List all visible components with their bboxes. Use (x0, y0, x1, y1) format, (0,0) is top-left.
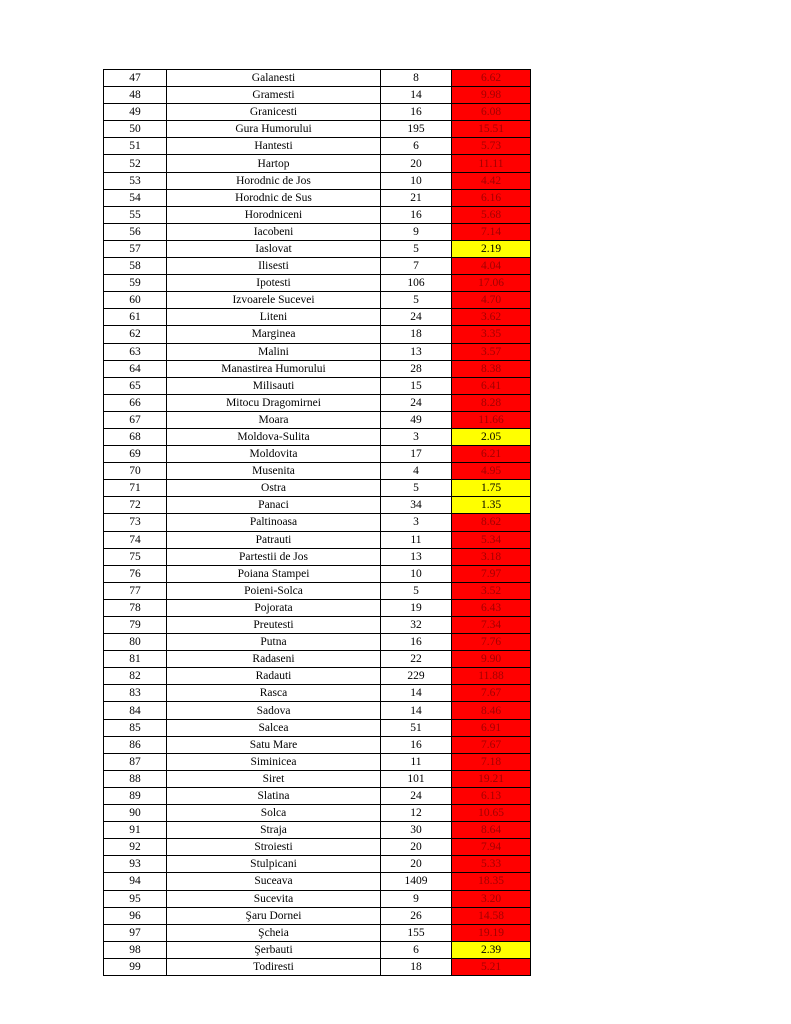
incidence-rate-cell: 8.28 (452, 394, 531, 411)
incidence-rate-cell: 8.46 (452, 702, 531, 719)
table-row (104, 514, 531, 531)
table-row (104, 206, 531, 223)
locality-name-cell: Gramesti (167, 87, 381, 104)
incidence-rate-cell: 7.34 (452, 617, 531, 634)
case-count-cell: 5 (381, 292, 452, 309)
table-row (104, 497, 531, 514)
case-count-cell: 3 (381, 514, 452, 531)
locality-name-cell: Mitocu Dragomirnei (167, 394, 381, 411)
locality-name-cell: Manastirea Humorului (167, 360, 381, 377)
row-number-cell: 68 (104, 428, 167, 445)
case-count-cell: 49 (381, 411, 452, 428)
incidence-rate-cell: 7.76 (452, 634, 531, 651)
table-row (104, 958, 531, 975)
locality-name-cell: Ipotesti (167, 275, 381, 292)
row-number-cell: 88 (104, 770, 167, 787)
incidence-rate-cell: 11.11 (452, 155, 531, 172)
case-count-cell: 11 (381, 531, 452, 548)
row-number-cell: 53 (104, 172, 167, 189)
row-number-cell: 49 (104, 104, 167, 121)
table-row (104, 87, 531, 104)
incidence-rate-cell: 8.62 (452, 514, 531, 531)
locality-name-cell: Galanesti (167, 70, 381, 87)
table-row (104, 617, 531, 634)
row-number-cell: 98 (104, 941, 167, 958)
locality-name-cell: Iacobeni (167, 223, 381, 240)
locality-name-cell: Sucevita (167, 890, 381, 907)
incidence-rate-cell: 6.41 (452, 377, 531, 394)
table-row (104, 394, 531, 411)
case-count-cell: 14 (381, 87, 452, 104)
table-row (104, 138, 531, 155)
row-number-cell: 80 (104, 634, 167, 651)
incidence-rate-cell: 19.19 (452, 924, 531, 941)
case-count-cell: 19 (381, 599, 452, 616)
incidence-rate-cell: 7.94 (452, 839, 531, 856)
incidence-rate-cell: 7.67 (452, 685, 531, 702)
locality-name-cell: Poieni-Solca (167, 582, 381, 599)
case-count-cell: 20 (381, 856, 452, 873)
incidence-rate-cell: 10.65 (452, 805, 531, 822)
table-row (104, 189, 531, 206)
locality-name-cell: Radaseni (167, 651, 381, 668)
incidence-rate-cell: 6.08 (452, 104, 531, 121)
row-number-cell: 54 (104, 189, 167, 206)
locality-name-cell: Todiresti (167, 958, 381, 975)
locality-name-cell: Putna (167, 634, 381, 651)
locality-name-cell: Şcheia (167, 924, 381, 941)
case-count-cell: 16 (381, 634, 452, 651)
locality-name-cell: Siminicea (167, 753, 381, 770)
data-table (103, 69, 531, 976)
incidence-rate-cell: 7.97 (452, 565, 531, 582)
row-number-cell: 67 (104, 411, 167, 428)
table-row (104, 634, 531, 651)
case-count-cell: 10 (381, 565, 452, 582)
case-count-cell: 24 (381, 787, 452, 804)
row-number-cell: 56 (104, 223, 167, 240)
case-count-cell: 8 (381, 70, 452, 87)
incidence-rate-cell: 19.21 (452, 770, 531, 787)
row-number-cell: 48 (104, 87, 167, 104)
locality-name-cell: Milisauti (167, 377, 381, 394)
row-number-cell: 72 (104, 497, 167, 514)
locality-name-cell: Moldova-Sulita (167, 428, 381, 445)
locality-name-cell: Moldovita (167, 446, 381, 463)
table-row (104, 172, 531, 189)
table-row (104, 805, 531, 822)
table-row (104, 446, 531, 463)
table-row (104, 531, 531, 548)
incidence-rate-cell: 3.35 (452, 326, 531, 343)
locality-name-cell: Ostra (167, 480, 381, 497)
row-number-cell: 87 (104, 753, 167, 770)
case-count-cell: 16 (381, 104, 452, 121)
row-number-cell: 86 (104, 736, 167, 753)
incidence-rate-cell: 9.90 (452, 651, 531, 668)
table-row (104, 702, 531, 719)
row-number-cell: 61 (104, 309, 167, 326)
table-body (104, 70, 531, 976)
incidence-rate-cell: 6.43 (452, 599, 531, 616)
case-count-cell: 20 (381, 155, 452, 172)
locality-name-cell: Hartop (167, 155, 381, 172)
table-row (104, 70, 531, 87)
incidence-rate-cell: 15.51 (452, 121, 531, 138)
table-row (104, 856, 531, 873)
row-number-cell: 50 (104, 121, 167, 138)
row-number-cell: 69 (104, 446, 167, 463)
case-count-cell: 18 (381, 326, 452, 343)
row-number-cell: 94 (104, 873, 167, 890)
incidence-rate-cell: 17.06 (452, 275, 531, 292)
locality-name-cell: Solca (167, 805, 381, 822)
case-count-cell: 14 (381, 702, 452, 719)
incidence-rate-cell: 3.62 (452, 309, 531, 326)
table-row (104, 377, 531, 394)
locality-name-cell: Straja (167, 822, 381, 839)
case-count-cell: 26 (381, 907, 452, 924)
locality-name-cell: Marginea (167, 326, 381, 343)
case-count-cell: 16 (381, 736, 452, 753)
table-row (104, 275, 531, 292)
table-row (104, 873, 531, 890)
locality-name-cell: Şaru Dornei (167, 907, 381, 924)
incidence-rate-cell: 3.57 (452, 343, 531, 360)
locality-name-cell: Suceava (167, 873, 381, 890)
table-row (104, 258, 531, 275)
row-number-cell: 90 (104, 805, 167, 822)
case-count-cell: 13 (381, 343, 452, 360)
locality-name-cell: Salcea (167, 719, 381, 736)
locality-name-cell: Slatina (167, 787, 381, 804)
case-count-cell: 101 (381, 770, 452, 787)
case-count-cell: 32 (381, 617, 452, 634)
incidence-rate-cell: 4.42 (452, 172, 531, 189)
row-number-cell: 96 (104, 907, 167, 924)
incidence-rate-cell: 9.98 (452, 87, 531, 104)
case-count-cell: 1409 (381, 873, 452, 890)
row-number-cell: 79 (104, 617, 167, 634)
table-row (104, 428, 531, 445)
locality-name-cell: Gura Humorului (167, 121, 381, 138)
incidence-rate-cell: 1.75 (452, 480, 531, 497)
case-count-cell: 155 (381, 924, 452, 941)
locality-name-cell: Radauti (167, 668, 381, 685)
incidence-rate-cell: 6.16 (452, 189, 531, 206)
incidence-rate-cell: 4.04 (452, 258, 531, 275)
row-number-cell: 65 (104, 377, 167, 394)
row-number-cell: 82 (104, 668, 167, 685)
table-row (104, 343, 531, 360)
row-number-cell: 76 (104, 565, 167, 582)
locality-name-cell: Musenita (167, 463, 381, 480)
row-number-cell: 57 (104, 240, 167, 257)
case-count-cell: 15 (381, 377, 452, 394)
table-row (104, 463, 531, 480)
locality-name-cell: Panaci (167, 497, 381, 514)
case-count-cell: 22 (381, 651, 452, 668)
table-row (104, 941, 531, 958)
table-row (104, 121, 531, 138)
table-row (104, 480, 531, 497)
incidence-rate-cell: 4.70 (452, 292, 531, 309)
row-number-cell: 75 (104, 548, 167, 565)
case-count-cell: 5 (381, 240, 452, 257)
incidence-rate-cell: 4.95 (452, 463, 531, 480)
locality-name-cell: Stroiesti (167, 839, 381, 856)
table-row (104, 770, 531, 787)
incidence-rate-cell: 1.35 (452, 497, 531, 514)
incidence-rate-cell: 6.62 (452, 70, 531, 87)
case-count-cell: 17 (381, 446, 452, 463)
row-number-cell: 60 (104, 292, 167, 309)
row-number-cell: 99 (104, 958, 167, 975)
row-number-cell: 62 (104, 326, 167, 343)
case-count-cell: 11 (381, 753, 452, 770)
locality-name-cell: Preutesti (167, 617, 381, 634)
table-row (104, 924, 531, 941)
locality-name-cell: Horodnic de Jos (167, 172, 381, 189)
incidence-rate-cell: 5.34 (452, 531, 531, 548)
case-count-cell: 24 (381, 309, 452, 326)
locality-name-cell: Siret (167, 770, 381, 787)
table-row (104, 582, 531, 599)
incidence-rate-cell: 11.88 (452, 668, 531, 685)
row-number-cell: 97 (104, 924, 167, 941)
incidence-rate-cell: 5.68 (452, 206, 531, 223)
table-row (104, 223, 531, 240)
case-count-cell: 7 (381, 258, 452, 275)
row-number-cell: 70 (104, 463, 167, 480)
incidence-rate-cell: 5.73 (452, 138, 531, 155)
locality-name-cell: Hantesti (167, 138, 381, 155)
case-count-cell: 6 (381, 941, 452, 958)
incidence-rate-cell: 7.67 (452, 736, 531, 753)
table-row (104, 787, 531, 804)
table-row (104, 360, 531, 377)
locality-name-cell: Patrauti (167, 531, 381, 548)
row-number-cell: 77 (104, 582, 167, 599)
row-number-cell: 89 (104, 787, 167, 804)
row-number-cell: 66 (104, 394, 167, 411)
row-number-cell: 71 (104, 480, 167, 497)
row-number-cell: 91 (104, 822, 167, 839)
incidence-rate-cell: 3.52 (452, 582, 531, 599)
row-number-cell: 93 (104, 856, 167, 873)
locality-name-cell: Moara (167, 411, 381, 428)
locality-name-cell: Partestii de Jos (167, 548, 381, 565)
incidence-rate-cell: 6.13 (452, 787, 531, 804)
case-count-cell: 229 (381, 668, 452, 685)
locality-name-cell: Horodniceni (167, 206, 381, 223)
incidence-rate-cell: 14.58 (452, 907, 531, 924)
locality-name-cell: Granicesti (167, 104, 381, 121)
incidence-rate-cell: 18.35 (452, 873, 531, 890)
case-count-cell: 9 (381, 223, 452, 240)
table-row (104, 890, 531, 907)
incidence-rate-cell: 8.38 (452, 360, 531, 377)
case-count-cell: 18 (381, 958, 452, 975)
case-count-cell: 12 (381, 805, 452, 822)
table-row (104, 907, 531, 924)
row-number-cell: 85 (104, 719, 167, 736)
row-number-cell: 59 (104, 275, 167, 292)
locality-name-cell: Şerbauti (167, 941, 381, 958)
table-row (104, 104, 531, 121)
case-count-cell: 6 (381, 138, 452, 155)
case-count-cell: 10 (381, 172, 452, 189)
case-count-cell: 51 (381, 719, 452, 736)
case-count-cell: 5 (381, 480, 452, 497)
table-row (104, 411, 531, 428)
row-number-cell: 64 (104, 360, 167, 377)
table-row (104, 292, 531, 309)
row-number-cell: 73 (104, 514, 167, 531)
case-count-cell: 21 (381, 189, 452, 206)
incidence-rate-cell: 3.20 (452, 890, 531, 907)
locality-name-cell: Malini (167, 343, 381, 360)
locality-name-cell: Paltinoasa (167, 514, 381, 531)
table-row (104, 240, 531, 257)
locality-name-cell: Poiana Stampei (167, 565, 381, 582)
table-row (104, 685, 531, 702)
table-row (104, 668, 531, 685)
locality-name-cell: Ilisesti (167, 258, 381, 275)
incidence-rate-cell: 6.91 (452, 719, 531, 736)
case-count-cell: 9 (381, 890, 452, 907)
locality-name-cell: Stulpicani (167, 856, 381, 873)
locality-name-cell: Rasca (167, 685, 381, 702)
case-count-cell: 5 (381, 582, 452, 599)
case-count-cell: 3 (381, 428, 452, 445)
locality-name-cell: Izvoarele Sucevei (167, 292, 381, 309)
table-row (104, 753, 531, 770)
locality-name-cell: Horodnic de Sus (167, 189, 381, 206)
incidence-rate-cell: 7.14 (452, 223, 531, 240)
row-number-cell: 47 (104, 70, 167, 87)
row-number-cell: 52 (104, 155, 167, 172)
table-row (104, 599, 531, 616)
table-row (104, 839, 531, 856)
incidence-rate-cell: 2.39 (452, 941, 531, 958)
table-row (104, 719, 531, 736)
incidence-rate-cell: 8.64 (452, 822, 531, 839)
incidence-rate-cell: 3.18 (452, 548, 531, 565)
row-number-cell: 83 (104, 685, 167, 702)
incidence-rate-cell: 6.21 (452, 446, 531, 463)
row-number-cell: 63 (104, 343, 167, 360)
case-count-cell: 30 (381, 822, 452, 839)
table-row (104, 565, 531, 582)
incidence-rate-cell: 2.19 (452, 240, 531, 257)
table-row (104, 651, 531, 668)
locality-name-cell: Iaslovat (167, 240, 381, 257)
case-count-cell: 4 (381, 463, 452, 480)
incidence-rate-cell: 11.66 (452, 411, 531, 428)
table-row (104, 548, 531, 565)
row-number-cell: 55 (104, 206, 167, 223)
case-count-cell: 13 (381, 548, 452, 565)
table-row (104, 326, 531, 343)
locality-name-cell: Liteni (167, 309, 381, 326)
row-number-cell: 95 (104, 890, 167, 907)
incidence-rate-cell: 2.05 (452, 428, 531, 445)
incidence-rate-cell: 5.33 (452, 856, 531, 873)
row-number-cell: 51 (104, 138, 167, 155)
case-count-cell: 20 (381, 839, 452, 856)
table-row (104, 309, 531, 326)
case-count-cell: 195 (381, 121, 452, 138)
incidence-rate-cell: 5.21 (452, 958, 531, 975)
row-number-cell: 81 (104, 651, 167, 668)
row-number-cell: 78 (104, 599, 167, 616)
locality-name-cell: Satu Mare (167, 736, 381, 753)
case-count-cell: 16 (381, 206, 452, 223)
locality-name-cell: Sadova (167, 702, 381, 719)
case-count-cell: 34 (381, 497, 452, 514)
case-count-cell: 24 (381, 394, 452, 411)
table-row (104, 736, 531, 753)
row-number-cell: 84 (104, 702, 167, 719)
table-row (104, 822, 531, 839)
row-number-cell: 74 (104, 531, 167, 548)
case-count-cell: 106 (381, 275, 452, 292)
row-number-cell: 58 (104, 258, 167, 275)
row-number-cell: 92 (104, 839, 167, 856)
locality-name-cell: Pojorata (167, 599, 381, 616)
case-count-cell: 14 (381, 685, 452, 702)
table-row (104, 155, 531, 172)
incidence-rate-cell: 7.18 (452, 753, 531, 770)
case-count-cell: 28 (381, 360, 452, 377)
